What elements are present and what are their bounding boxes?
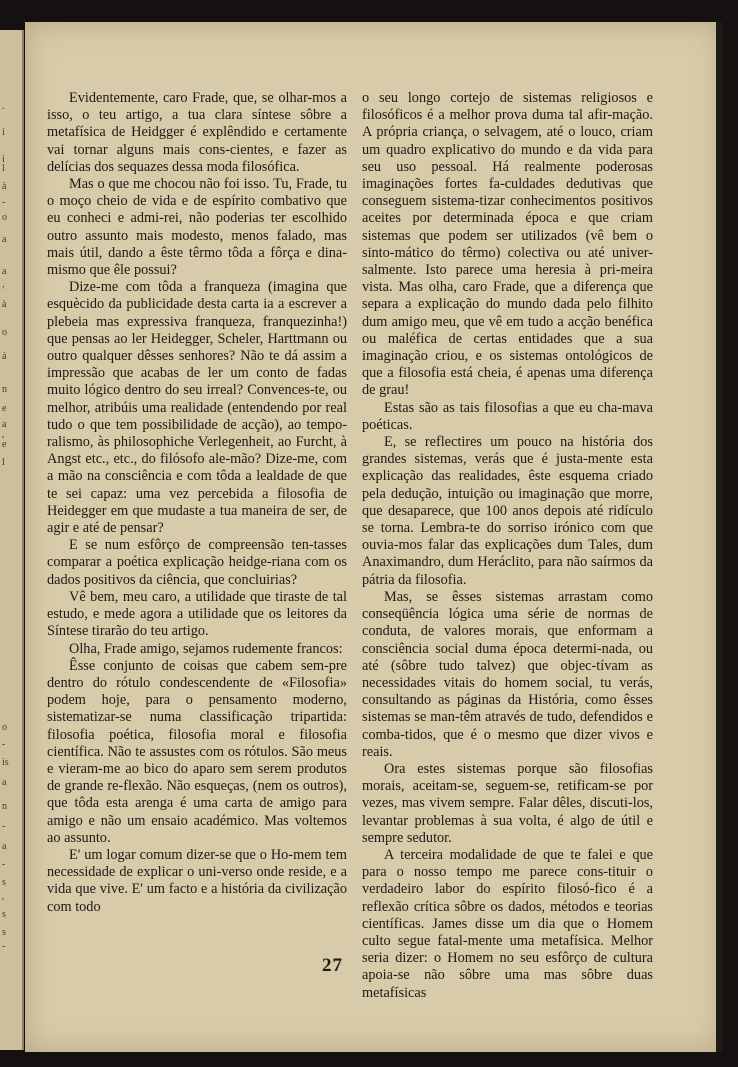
prev-mark: -: [2, 941, 6, 952]
paragraph: Mas, se êsses sistemas arrastam como conseqüência lógica uma série de normas de conduta, de valores morais, que enformam a consciência social duma época determi-nada, ou até (sôbre tudo talvez) que objec-tívam as necessidades vitais do homem social, tu verás, consultando as páginas da História, como êsses sistemas se man-têm através de tudo, defendidos e comba-tidos, que é o mesmo que dizer vivos e reais.: [362, 588, 653, 760]
previous-page-edge: [0, 30, 24, 1050]
prev-mark: o: [2, 327, 7, 338]
paragraph: Ora estes sistemas porque são filosofias morais, aceitam-se, seguem-se, retificam-se por vezes, mas vivem sempre. Falar dêles, discuti-los, levantar problemas à sua volta, é algo de útil e sempre sedutor.: [362, 760, 653, 846]
paragraph: Dize-me com tôda a franqueza (imagina que esquècido da publicidade desta carta ia a escrever a plebeia mas expressiva franqueza, franquezinha!) que pensas ao ler Heidegger, Scheler, Harttmann ou outro qualquer dêsses senhores? Não te dá assim a impressão que acabas de ler um conto de fadas muito lógico dentro do seu irreal? Convences-te, ou melhor, atribúis uma realidade (entendendo por real tudo o que tem possibilidade de acção), ao tempo-ralismo, às philosophiche Verlegenheit, ao Furcht, à Angst etc., etc., do filósofo ale-mão? Dize-me, com a mão na consciência e com tôda a lealdade de que te sei capaz: uma vez percebida a filosofia de Heidegger em que mudaste a tua maneira de ser, de agir e até de pensar?: [47, 279, 347, 537]
paragraph: Mas o que me chocou não foi isso. Tu, Frade, tu o moço cheio de vida e de espírito combativo que eu conheci e admi-rei, não poderias ter escolhido outro assunto mais modesto, menos falado, mas mais útil, dando a êste têrmo tôda a fôrça e dina-mismo que êle possui?: [47, 176, 347, 279]
prev-mark: á: [2, 351, 7, 362]
prev-mark: .: [2, 101, 5, 112]
prev-mark: -: [2, 859, 6, 870]
paragraph: o seu longo cortejo de sistemas religiosos e filosóficos é a melhor prova duma tal afir-mação. A própria criança, o selvagem, até o louco, criam um quadro explicativo do mundo e da vida para seu uso pessoal. Há realmente poderosas imaginações fortes fa-culdades dedutivas que conseguem sistema-tizar conhecimentos positivos aceites por determinada época e que criam sistemas que podem ser utilizados (vê bem o sinto-mático do têrmo) colectiva ou até univer-salmente. Isto parece uma heresia à pri-meira vista. Mas olha, caro Frade, que a diferença que separa a explicação do mundo dada pelo filhito dum amigo meu, que vê em tudo a acção benéfica ou maléfica de certas entidades que a sua imaginação criou, e os sistemas ontológicos de que a filosofia está cheia, é apenas uma diferença de grau!: [362, 90, 653, 399]
prev-mark: e: [2, 403, 7, 414]
page-number: 27: [322, 955, 343, 976]
book-page: [25, 22, 722, 1052]
prev-mark: -: [2, 739, 6, 750]
prev-mark: o: [2, 722, 7, 733]
prev-mark: s: [2, 927, 6, 938]
prev-mark: e: [2, 439, 7, 450]
prev-mark: -: [2, 197, 6, 208]
prev-mark: l: [2, 457, 5, 468]
prev-mark: ,: [2, 429, 5, 440]
page-edge-shadow: [716, 22, 722, 1052]
prev-mark: à: [2, 299, 7, 310]
prev-mark: à: [2, 181, 7, 192]
prev-mark: a: [2, 419, 7, 430]
prev-mark: ,: [2, 279, 5, 290]
paragraph: E se num esfôrço de compreensão ten-tasses comparar a poética explicação heidge-riana com os dados positivos da ciência, que concluirias?: [47, 537, 347, 588]
prev-mark: a: [2, 777, 7, 788]
left-text-column: [47, 90, 347, 916]
paragraph: Vê bem, meu caro, a utilidade que tiraste de tal estudo, e mede agora a utilidade que os leitores da Síntese tirarão do teu artigo.: [47, 588, 347, 640]
prev-mark: l: [2, 163, 5, 174]
prev-mark: i: [2, 127, 5, 138]
paragraph: A terceira modalidade de que te falei e que para o nosso tempo me parece cons-tituir o verdadeiro labor do espírito filosó-fico é a reflexão crítica sôbre os dados, métodos e teorias científicas. James disse um dia que o Homem culto segue fatal-mente uma metafísica. Melhor seria dizer: o Homem no seu esfôrço de cultura apoia-se não sôbre uma mas sôbre duas metafísicas: [362, 846, 653, 1001]
paragraph: Êsse conjunto de coisas que cabem sem-pre dentro do rótulo condescendente de «Filosofia» podem hoje, para o pensamento moderno, sistematizar-se numa classificação tripartida: filosofia poética, filosofia moral e filosofia científica. Não te assustes com os rótulos. São meus e vieram-me ao bico do aparo sem serem produtos de grande re-flexão. Não esqueças, (nem os outros), que tôda esta arenga é uma carta de amigo para amigo e não um ensaio académico. Mas voltemos ao assunto.: [47, 657, 347, 846]
paragraph: Estas são as tais filosofias a que eu cha-mava poéticas.: [362, 399, 653, 433]
paragraph: E' um logar comum dizer-se que o Ho-mem tem necessidade de explicar o uni-verso onde reside, e a vida que vive. E' um facto e a história da civilização com todo: [47, 846, 347, 915]
paragraph: Olha, Frade amigo, sejamos rudemente francos:: [69, 640, 343, 657]
prev-mark: n: [2, 801, 7, 812]
prev-mark: ': [2, 897, 4, 908]
paragraph: E, se reflectires um pouco na história dos grandes sistemas, verás que é justa-mente esta explicação das realidades, êste esquema criado pela dedução, intuição ou imaginação que morre, que desaparece, que 100 anos depois até ridículo se torna. Lembra-te do sorriso irónico com que ouvia-mos falar das explicações dum Tales, dum Anaximandro, dum Heráclito, para não saírmos da pátria da filosofia.: [362, 434, 653, 588]
prev-mark: is: [2, 757, 9, 768]
prev-mark: a: [2, 234, 7, 245]
prev-mark: i: [2, 154, 5, 165]
prev-mark: o: [2, 212, 7, 223]
prev-mark: n: [2, 384, 7, 395]
paragraph: Evidentemente, caro Frade, que, se olhar-mos a isso, o teu artigo, a tua clara síntese sôbre a metafísica de Heidgger é explêndido e certamente vai tornar alguns mais cons-cientes, e fazer as delícias dos sequazes dessa moda filosófica.: [47, 90, 347, 175]
prev-mark: s: [2, 909, 6, 920]
prev-mark: a: [2, 841, 7, 852]
prev-mark: s: [2, 877, 6, 888]
prev-mark: a: [2, 266, 7, 277]
prev-mark: -: [2, 821, 6, 832]
right-text-column: [362, 90, 653, 1002]
